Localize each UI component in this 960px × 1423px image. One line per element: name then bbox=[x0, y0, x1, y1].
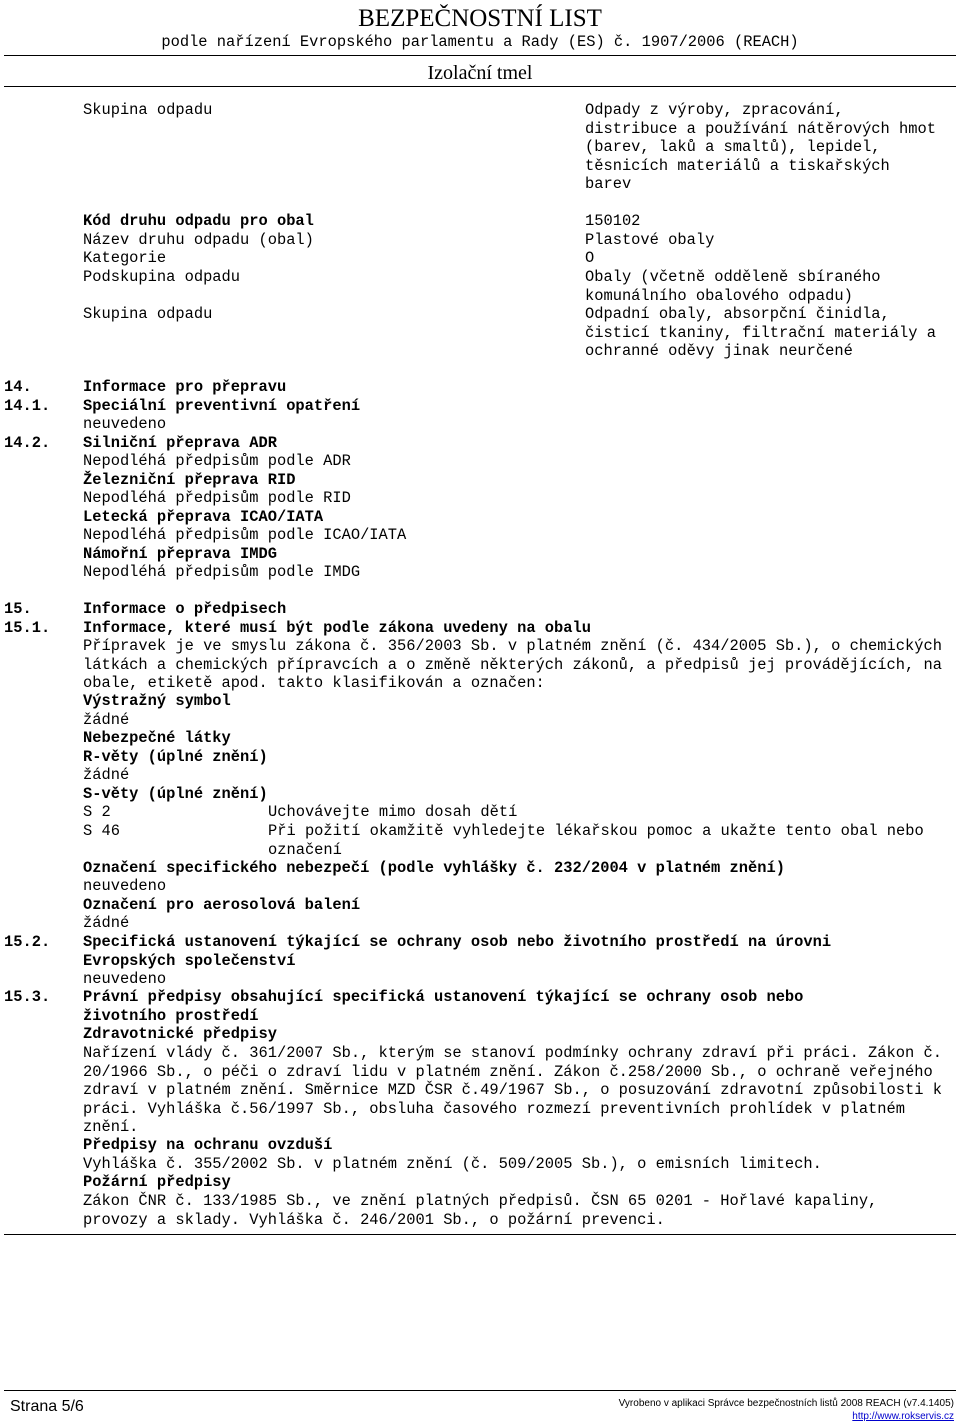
section-14-title: Informace pro přepravu bbox=[83, 378, 287, 396]
document-title: BEZPEČNOSTNÍ LIST bbox=[358, 5, 602, 32]
waste-code-value: 150102 bbox=[585, 212, 641, 230]
s-phrases-label: S-věty (úplné znění) bbox=[83, 785, 268, 803]
classification-paragraph: Přípravek je ve smyslu zákona č. 356/2003 Sb. v platném znění (č. 434/2005 Sb.), o chemických látkách a chemických přípravcích a o změně některých zákonů, a předpisů jej provádějících, na obale, etiketě apod. takto klasifikován a označen: bbox=[83, 637, 942, 692]
section-14-1-value: neuvedeno bbox=[83, 415, 167, 433]
section-14-number: 14. bbox=[4, 378, 32, 396]
adr-value: Nepodléhá předpisům podle ADR bbox=[83, 452, 351, 470]
imdg-label: Námořní přeprava IMDG bbox=[83, 545, 277, 563]
footer-credits bbox=[619, 1397, 954, 1423]
header-divider bbox=[4, 55, 956, 56]
waste-code-label: Kód druhu odpadu pro obal bbox=[83, 212, 314, 230]
waste-group-value: Odpady z výroby, zpracování, distribuce a používání nátěrových hmot (barev, laků a smaltů), lepidel, těsnicích materiálů a tiskařských barev bbox=[585, 101, 936, 193]
icao-value: Nepodléhá předpisům podle ICAO/IATA bbox=[83, 526, 407, 544]
section-15-title: Informace o předpisech bbox=[83, 600, 287, 618]
section-14-1-title: Speciální preventivní opatření bbox=[83, 397, 361, 415]
waste-group2-value: Odpadní obaly, absorpční činidla, čisticí tkaniny, filtrační materiály a ochranné oděvy jinak neurčené bbox=[585, 305, 936, 360]
document-header bbox=[4, 0, 956, 86]
waste-name-label: Název druhu odpadu (obal) bbox=[83, 231, 314, 249]
section-15-1-number: 15.1. bbox=[4, 619, 51, 637]
r-phrases-value: žádné bbox=[83, 766, 130, 784]
section-14-2-number: 14.2. bbox=[4, 434, 51, 452]
section-15-number: 15. bbox=[4, 600, 32, 618]
warning-symbol-label: Výstražný symbol bbox=[83, 692, 231, 710]
imdg-value: Nepodléhá předpisům podle IMDG bbox=[83, 563, 361, 581]
rid-value: Nepodléhá předpisům podle RID bbox=[83, 489, 351, 507]
aerosol-label: Označení pro aerosolová balení bbox=[83, 896, 361, 914]
fire-regs-label: Požární předpisy bbox=[83, 1173, 231, 1191]
vendor-link[interactable]: http://www.rokservis.cz bbox=[852, 1411, 954, 1422]
section-15-2-title: Specifická ustanovení týkající se ochrany osob nebo životního prostředí na úrovni Evropských společenství bbox=[83, 933, 832, 970]
waste-group2-label: Skupina odpadu bbox=[83, 305, 213, 323]
s2-text: Uchovávejte mimo dosah dětí bbox=[268, 803, 518, 821]
waste-category-label: Kategorie bbox=[83, 249, 167, 267]
product-name: Izolační tmel bbox=[427, 62, 533, 84]
waste-category-value: O bbox=[585, 249, 595, 267]
section-15-2-value: neuvedeno bbox=[83, 970, 167, 988]
aerosol-value: žádné bbox=[83, 914, 130, 932]
r-phrases-label: R-věty (úplné znění) bbox=[83, 748, 268, 766]
specific-hazard-label: Označení specifického nebezpečí (podle vyhlášky č. 232/2004 v platném znění) bbox=[83, 859, 785, 877]
waste-name-value: Plastové obaly bbox=[585, 231, 715, 249]
section-15-3-title: Právní předpisy obsahující specifická ustanovení týkající se ochrany osob nebo životního prostředí bbox=[83, 988, 804, 1025]
s46-text: Při požití okamžitě vyhledejte lékařskou pomoc a ukažte tento obal nebo označení bbox=[268, 822, 924, 859]
generator-note: Vyrobeno v aplikaci Správce bezpečnostních listů 2008 REACH (v7.4.1405) bbox=[618, 1398, 954, 1409]
section-15-2-number: 15.2. bbox=[4, 933, 51, 951]
document-subtitle: podle nařízení Evropského parlamentu a Rady (ES) č. 1907/2006 (REACH) bbox=[161, 33, 799, 51]
header-divider bbox=[4, 86, 956, 87]
section-15-3-number: 15.3. bbox=[4, 988, 51, 1006]
specific-hazard-value: neuvedeno bbox=[83, 877, 167, 895]
hazardous-substances-label: Nebezpečné látky bbox=[83, 729, 231, 747]
adr-label: Silniční přeprava ADR bbox=[83, 434, 277, 452]
s2-code: S 2 bbox=[83, 803, 111, 821]
waste-group-label: Skupina odpadu bbox=[83, 101, 213, 119]
rid-label: Železniční přeprava RID bbox=[83, 471, 296, 489]
section-15-1-title: Informace, které musí být podle zákona uvedeny na obalu bbox=[83, 619, 591, 637]
section-14-1-number: 14.1. bbox=[4, 397, 51, 415]
fire-regs-value: Zákon ČNR č. 133/1985 Sb., ve znění platných předpisů. ČSN 65 0201 - Hořlavé kapaliny, provozy a sklady. Vyhláška č. 246/2001 Sb., o požární prevenci. bbox=[83, 1192, 878, 1229]
s46-code: S 46 bbox=[83, 822, 120, 840]
health-regs-label: Zdravotnické předpisy bbox=[83, 1025, 277, 1043]
waste-subgroup-value: Obaly (včetně odděleně sbíraného komunálního obalového odpadu) bbox=[585, 268, 881, 305]
icao-label: Letecká přeprava ICAO/IATA bbox=[83, 508, 324, 526]
air-regs-value: Vyhláška č. 355/2002 Sb. v platném znění (č. 509/2005 Sb.), o emisních limitech. bbox=[83, 1155, 822, 1173]
page-number: Strana 5/6 bbox=[10, 1398, 84, 1415]
warning-symbol-value: žádné bbox=[83, 711, 130, 729]
footer-divider bbox=[4, 1390, 956, 1391]
air-regs-label: Předpisy na ochranu ovzduší bbox=[83, 1136, 333, 1154]
content-bottom-divider bbox=[4, 1234, 956, 1235]
waste-subgroup-label: Podskupina odpadu bbox=[83, 268, 241, 286]
health-regs-value: Nařízení vlády č. 361/2007 Sb., kterým se stanoví podmínky ochrany zdraví při práci. Zákon č. 20/1966 Sb., o péči o zdraví lidu v platném znění. Zákon č.258/2000 Sb., o ochraně veřejného zdraví v platném znění. Směrnice MZD ČSR č.49/1967 Sb., o posuzování zdravotní způsobilosti k práci. Vyhláška č.56/1997 Sb., obsluha časového rozmezí preventivních prohlídek v platném znění. bbox=[83, 1044, 942, 1136]
